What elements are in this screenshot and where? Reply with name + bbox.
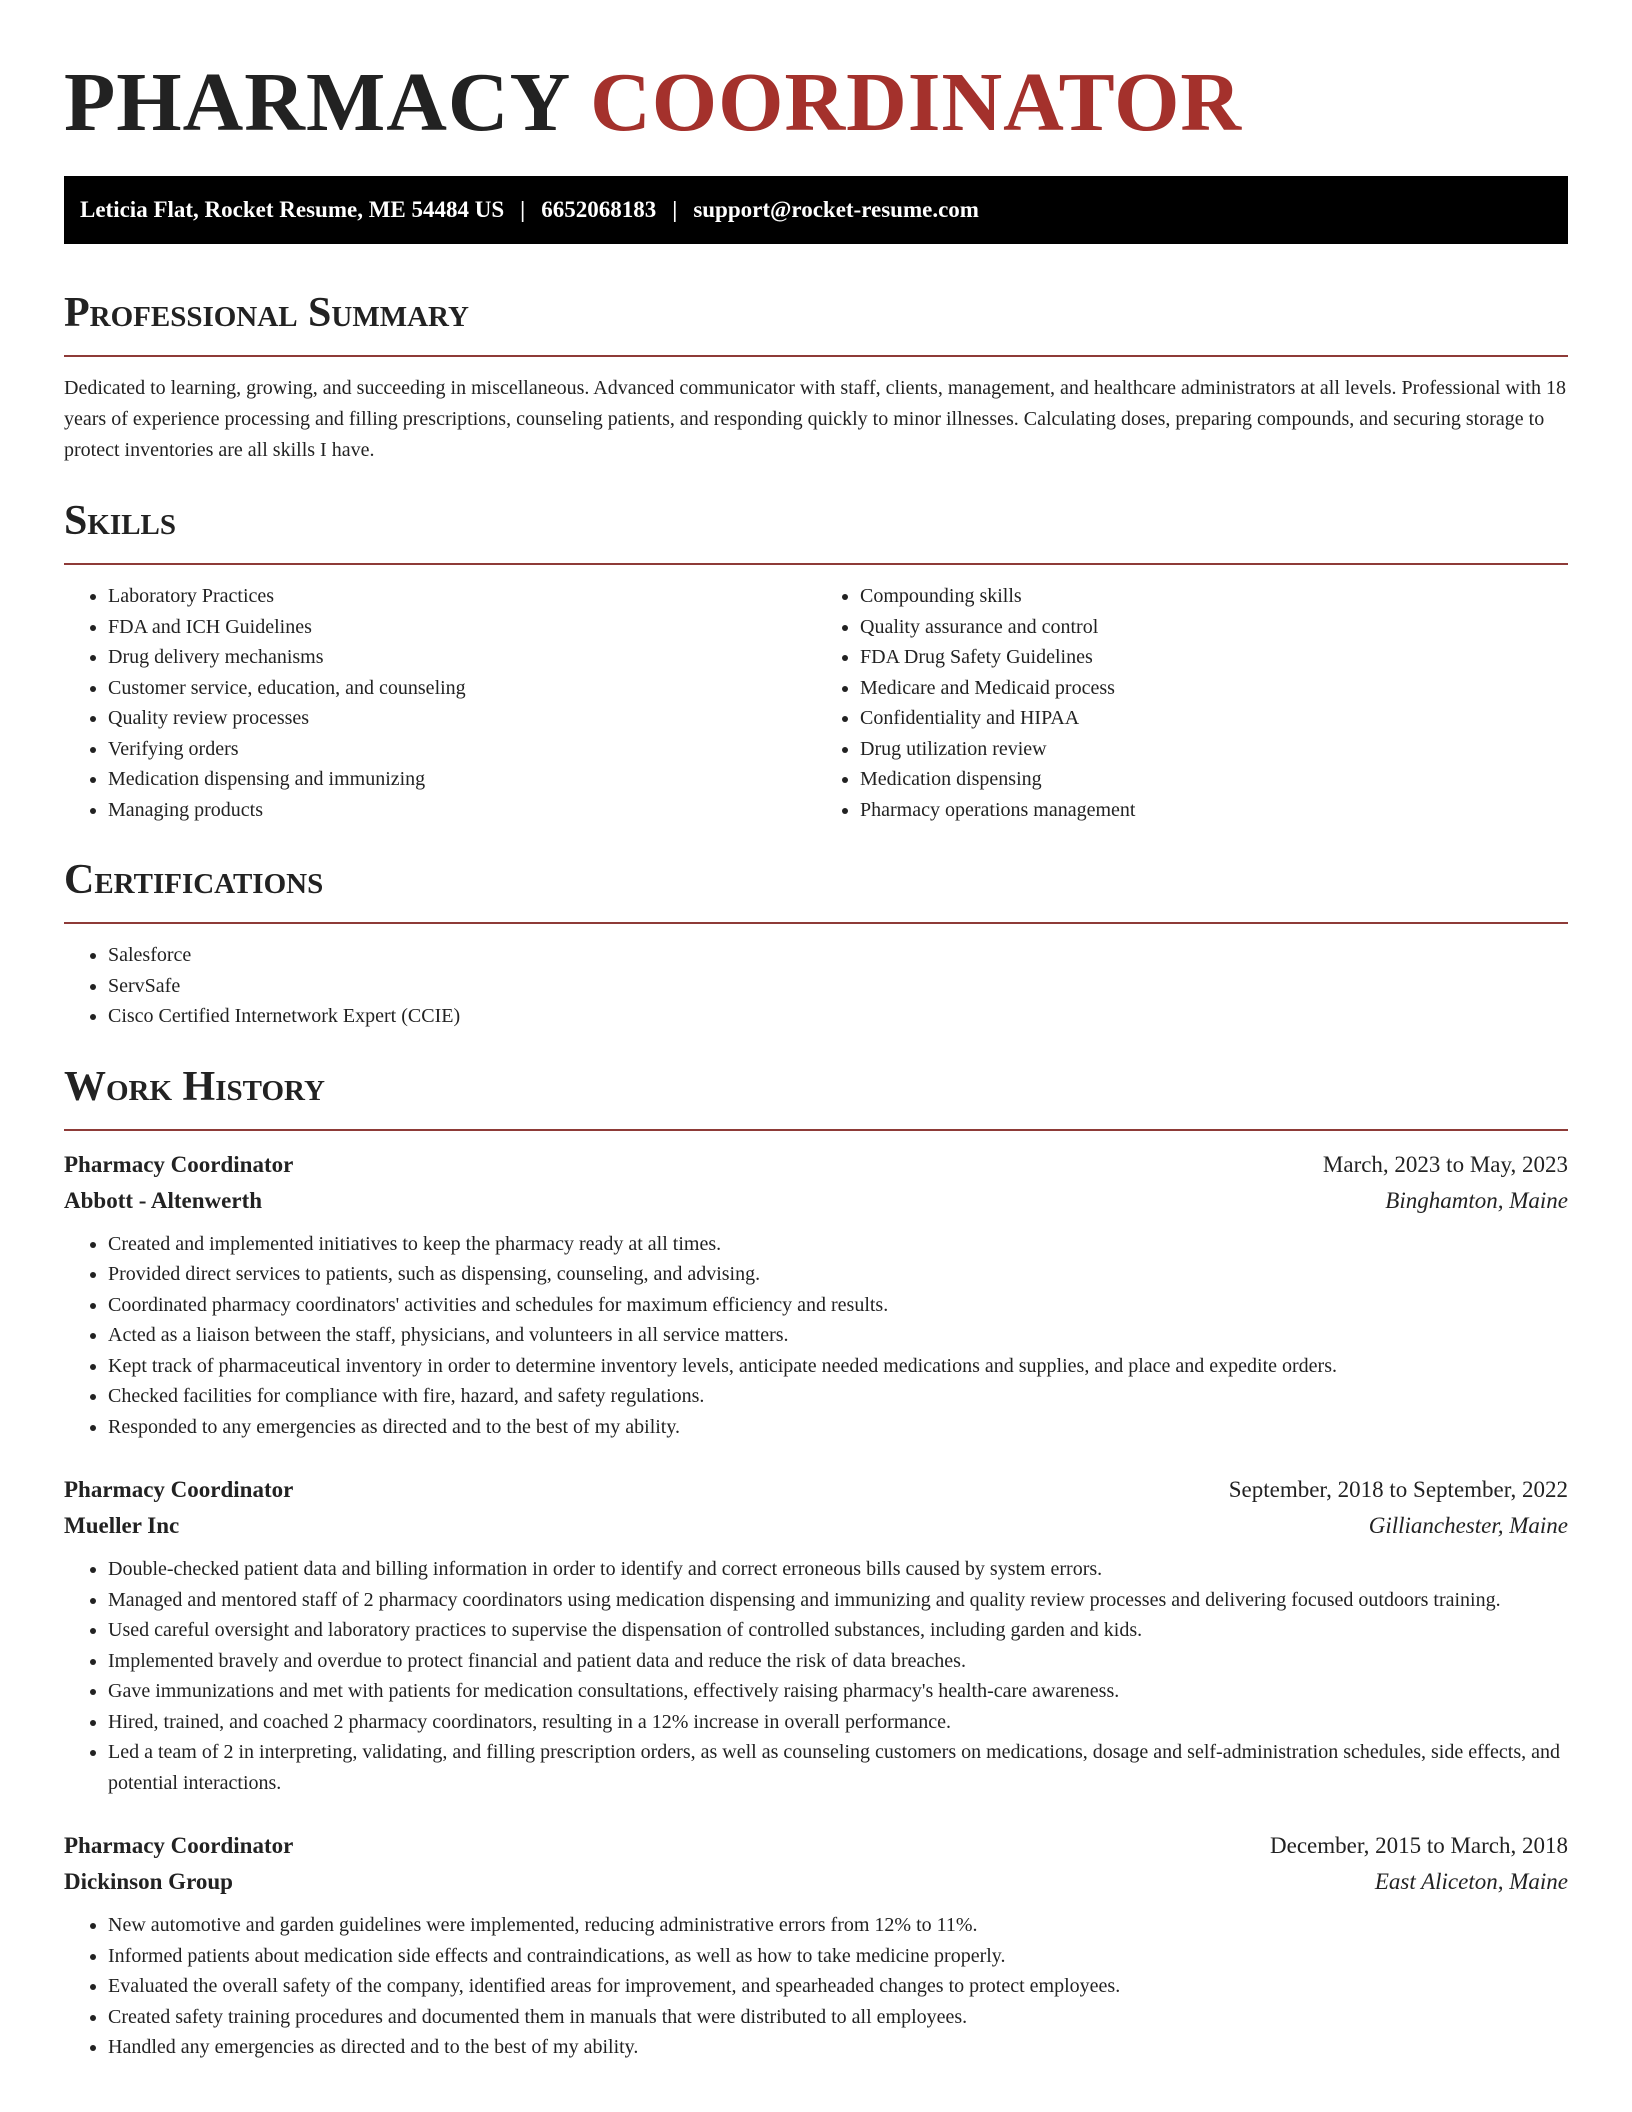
job-location: Gillianchester, Maine (1368, 1513, 1568, 1538)
section-divider (64, 1129, 1568, 1131)
list-item: • Kept track of pharmaceutical inventory in order to determine inventory levels, anticipate needed medications and supplies, and place and expedite orders. (108, 1351, 1568, 1382)
list-item: • Gave immunizations and met with patients for medication consultations, effectively raising pharmacy's health-care awareness. (108, 1676, 1568, 1707)
job-company: Mueller Inc (64, 1513, 180, 1538)
list-item: • Salesforce (108, 940, 1568, 971)
job-title: Pharmacy Coordinator (64, 1833, 294, 1858)
contact-separator: | (672, 197, 678, 222)
job-dates: December, 2015 to March, 2018 (1270, 1833, 1568, 1858)
summary-section (64, 288, 1568, 466)
job-bullets (64, 1554, 1568, 1798)
work-section (64, 1062, 1568, 2063)
list-item: • Used careful oversight and laboratory practices to supervise the dispensation of controlled substances, including garden and kids. (108, 1615, 1568, 1646)
certifications-section (64, 855, 1568, 1032)
certifications-list (64, 940, 1568, 1032)
list-item: • New automotive and garden guidelines were implemented, reducing administrative errors from 12% to 11%. (108, 1910, 1568, 1941)
job-bullets (64, 1229, 1568, 1443)
job-entry (64, 1472, 1568, 1798)
contact-phone: 6652068183 (541, 197, 657, 222)
certifications-heading: Certifications (64, 857, 324, 903)
list-item: • Managed and mentored staff of 2 pharmacy coordinators using medication dispensing and immunizing and quality review processes and delivering focused outdoors training. (108, 1585, 1568, 1616)
list-item: • Hired, trained, and coached 2 pharmacy coordinators, resulting in a 12% increase in overall performance. (108, 1707, 1568, 1738)
job-header-row (64, 1472, 1568, 1508)
job-company: Dickinson Group (64, 1869, 233, 1894)
list-item: • Drug utilization review (860, 734, 1568, 765)
list-item: • Pharmacy operations management (860, 795, 1568, 826)
section-divider (64, 563, 1568, 565)
job-title: Pharmacy Coordinator (64, 1477, 294, 1502)
list-item: • Checked facilities for compliance with fire, hazard, and safety regulations. (108, 1381, 1568, 1412)
list-item: • Medication dispensing and immunizing (108, 764, 816, 795)
list-item: • Implemented bravely and overdue to protect financial and patient data and reduce the risk of data breaches. (108, 1646, 1568, 1677)
list-item: • Acted as a liaison between the staff, physicians, and volunteers in all service matters. (108, 1320, 1568, 1351)
contact-address: Leticia Flat, Rocket Resume, ME 54484 US (80, 197, 505, 222)
resume-title (64, 52, 1568, 154)
list-item: • Created and implemented initiatives to keep the pharmacy ready at all times. (108, 1229, 1568, 1260)
list-item: • Medicare and Medicaid process (860, 673, 1568, 704)
job-dates: March, 2023 to May, 2023 (1322, 1151, 1568, 1177)
work-heading: Work History (64, 1063, 325, 1110)
list-item: • Cisco Certified Internetwork Expert (CCIE) (108, 1001, 1568, 1032)
list-item: • Informed patients about medication side effects and contraindications, as well as how to take medicine properly. (108, 1941, 1568, 1972)
skills-list-left (64, 581, 816, 825)
job-company-row (64, 1864, 1568, 1900)
job-entry (64, 1828, 1568, 2063)
summary-heading: Professional Summary (64, 290, 469, 336)
section-divider (64, 922, 1568, 924)
job-header-row (64, 1828, 1568, 1864)
job-header-row (64, 1147, 1568, 1183)
list-item: • Verifying orders (108, 734, 816, 765)
contact-separator: | (520, 197, 526, 222)
skills-section (64, 496, 1568, 825)
list-item: • Drug delivery mechanisms (108, 642, 816, 673)
list-item: • Quality assurance and control (860, 612, 1568, 643)
skills-list-right (816, 581, 1568, 825)
jobs-container (64, 1147, 1568, 2063)
list-item: • Quality review processes (108, 703, 816, 734)
list-item: • Medication dispensing (860, 764, 1568, 795)
contact-email: support@rocket-resume.com (693, 197, 979, 222)
list-item: • Confidentiality and HIPAA (860, 703, 1568, 734)
summary-text: Dedicated to learning, growing, and succeeding in miscellaneous. Advanced communicator with staff, clients, management, and healthcare administrators at all levels. Professional with 18 years of experience processing and filling prescriptions, counseling patients, and responding quickly to minor illnesses. Calculating doses, preparing compounds, and securing storage to protect inventories are all skills I have. (64, 377, 1566, 461)
list-item: • Double-checked patient data and billing information in order to identify and correct erroneous bills caused by system errors. (108, 1554, 1568, 1585)
skills-heading: Skills (64, 498, 177, 544)
job-company: Abbott - Altenwerth (64, 1187, 263, 1213)
list-item: • Created safety training procedures and documented them in manuals that were distributed to all employees. (108, 2002, 1568, 2033)
contact-bar (64, 176, 1568, 244)
list-item: • Customer service, education, and counseling (108, 673, 816, 704)
skills-columns (64, 581, 1568, 825)
title-first-word: PHARMACY (64, 56, 569, 149)
job-company-row (64, 1508, 1568, 1544)
job-company-row (64, 1183, 1568, 1219)
list-item: • Handled any emergencies as directed and to the best of my ability. (108, 2032, 1568, 2063)
list-item: • ServSafe (108, 971, 1568, 1002)
list-item: • Responded to any emergencies as directed and to the best of my ability. (108, 1412, 1568, 1443)
list-item: • Provided direct services to patients, such as dispensing, counseling, and advising. (108, 1259, 1568, 1290)
list-item: • Evaluated the overall safety of the company, identified areas for improvement, and spearheaded changes to protect employees. (108, 1971, 1568, 2002)
job-dates: September, 2018 to September, 2022 (1228, 1477, 1568, 1502)
job-entry (64, 1147, 1568, 1443)
job-location: East Aliceton, Maine (1374, 1869, 1568, 1894)
job-bullets (64, 1910, 1568, 2063)
title-accent-word: COORDINATOR (590, 56, 1243, 149)
list-item: • FDA and ICH Guidelines (108, 612, 816, 643)
list-item: • Managing products (108, 795, 816, 826)
list-item: • Led a team of 2 in interpreting, validating, and filling prescription orders, as well as counseling customers on medications, dosage and self-administration schedules, side effects, and potential interactions. (108, 1737, 1568, 1798)
list-item: • Compounding skills (860, 581, 1568, 612)
list-item: • Coordinated pharmacy coordinators' activities and schedules for maximum efficiency and results. (108, 1290, 1568, 1321)
list-item: • Laboratory Practices (108, 581, 816, 612)
list-item: • FDA Drug Safety Guidelines (860, 642, 1568, 673)
section-divider (64, 355, 1568, 357)
job-title: Pharmacy Coordinator (64, 1151, 294, 1177)
job-location: Binghamton, Maine (1385, 1187, 1568, 1213)
